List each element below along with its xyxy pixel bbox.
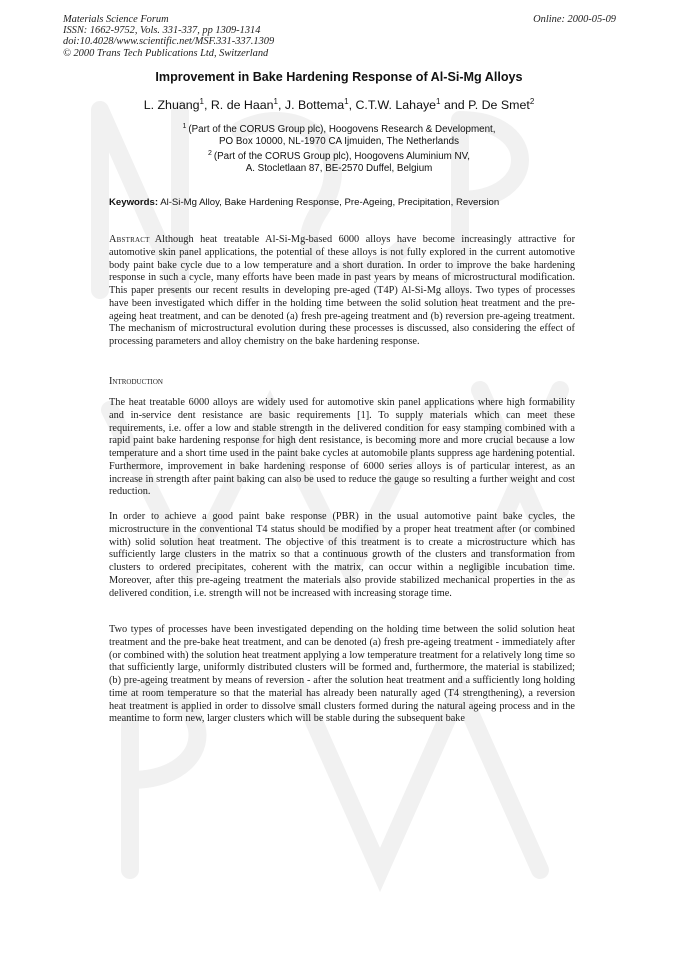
affiliation-line: (Part of the CORUS Group plc), Hoogovens Aluminium NV, — [213, 151, 470, 162]
affiliation-mark: 1 — [182, 123, 187, 130]
paragraph-text: Two types of processes have been investigated depending on the holding time between the solid solution heat treatment and the pre-bake heat treatment, and can be denoted (a) fresh pre-ageing treatment - immediately after (or combined with) the solution heat treatment applying a low temperature treatment for a relatively long time so that sufficiently large, uniformly distributed clusters will be formed and, furthermore, the material is stabilized; (b) pre-ageing treatment by means of reversion - after the solution heat treatment and a sufficiently long holding time at room temperature so that the material has already been naturally aged (T4 strengthening), a reversion heat treatment is applied in order to dissolve small clusters formed during the natural ageing process and in the meantime to form new, larger clusters which will be stable during the subsequent bake — [109, 624, 575, 725]
doi-line: doi:10.4028/www.scientific.net/MSF.331-337.1309 — [63, 36, 275, 48]
affiliation-mark: 2 — [208, 150, 212, 157]
paragraph-text: The heat treatable 6000 alloys are widely used for automotive skin panel applications where high formability and in-service dent resistance are basic requirements [1]. To supply materials which can meet these requirements, i.e. offer a low and stable strength in the delivered condition for easy stamping combined with a rapid paint bake hardening response for high dent resistance, is becoming more and more crucial because a low temperature and a short time used in the paint bake cycles at automobile plants suppress age hardening potential. Furthermore, improvement in bake hardening response of 6000 series alloys is of particular interest, as an increase in strength after paint baking can also be used to reduce the gauge so resulting a further weight and cost reduction. — [109, 397, 575, 498]
author-affil-mark: 1 — [273, 97, 278, 106]
author-name: C.T.W. Lahaye — [355, 98, 437, 112]
issn-line: ISSN: 1662-9752, Vols. 331-337, pp 1309-1314 — [63, 25, 261, 37]
intro-paragraph-2 — [109, 511, 575, 600]
author-affil-mark: 1 — [436, 97, 441, 106]
author-affil-mark: 1 — [199, 97, 204, 106]
abstract-label: Abstract — [109, 234, 150, 245]
keywords-label: Keywords: — [109, 197, 159, 208]
keywords — [109, 197, 499, 208]
intro-paragraph-1 — [109, 397, 575, 499]
author-affil-mark: 1 — [344, 97, 349, 106]
keywords-text: Al-Si-Mg Alloy, Bake Hardening Response, Pre-Ageing, Precipitation, Reversion — [160, 197, 500, 208]
author-list: L. Zhuang$^1$, R. de Haan$^1$, J. Bottema$^1$, C.T.W. Lahaye$^1$ and P. De Smet$^2$ — [143, 97, 535, 112]
author-name: J. Bottema — [284, 98, 345, 112]
abstract — [109, 234, 575, 349]
affiliation-1 — [0, 124, 678, 149]
affiliation-2 — [0, 151, 678, 176]
journal-name: Materials Science Forum — [63, 14, 169, 25]
online-date: Online: 2000-05-09 — [533, 14, 616, 25]
paper-title: Improvement in Bake Hardening Response of Al-Si-Mg Alloys — [155, 70, 523, 84]
author-name: P. De Smet — [468, 98, 530, 112]
author-name: R. de Haan — [210, 98, 274, 112]
section-heading-introduction: Introduction — [109, 376, 163, 387]
affiliation-line: PO Box 10000, NL-1970 CA Ijmuiden, The Netherlands — [219, 136, 459, 148]
intro-paragraph-3 — [109, 624, 575, 726]
affiliation-line: A. Stocletlaan 87, BE-2570 Duffel, Belgium — [245, 163, 433, 175]
author-affil-mark: 2 — [529, 97, 535, 106]
copyright-line: © 2000 Trans Tech Publications Ltd, Switzerland — [63, 47, 269, 59]
abstract-text: Although heat treatable Al-Si-Mg-based 6000 alloys have become increasingly attractive for automotive skin panel applications, the potential of these alloys is not fully explored in the current automotive body paint bake cycle due to a low temperature and a short duration. In order to improve the bake hardening response in such a cycle, many efforts have been made in past years by means of microstructural modification. This paper presents our recent results in developing pre-aged (T4P) Al-Si-Mg alloys. Two types of processes have been investigated which differ in the holding time between the solid solution heat treatment and the pre-ageing heat treatment, and can be denoted (a) fresh pre-ageing treatment and (b) reversion pre-ageing treatment. The mechanism of microstructural evolution during these processes is discussed, also considering the effect of processing parameters and alloy chemistry on the bake hardening response. — [109, 234, 575, 347]
author-name: L. Zhuang — [143, 98, 200, 112]
journal-header — [63, 14, 274, 59]
paragraph-text: In order to achieve a good paint bake response (PBR) in the usual automotive paint bake cycles, the microstructure in the conventional T4 status should be modified by a proper heat treatment after (or combined with) solid solution heat treatment. The objective of this treatment is to create a microstructure which has sufficiently large clusters in the matrix so that a continuous growth of the clusters and transformation from clusters to ordered precipitates, coherent with the matrix, can occur within a negligible incubation time. Moreover, after this pre-ageing treatment the materials also provide stabilized mechanical properties in the as delivered condition, i.e. strength will not be increased with increasing storage time. — [109, 511, 575, 599]
affiliation-line: (Part of the CORUS Group plc), Hoogovens Research & Development, — [188, 124, 496, 135]
